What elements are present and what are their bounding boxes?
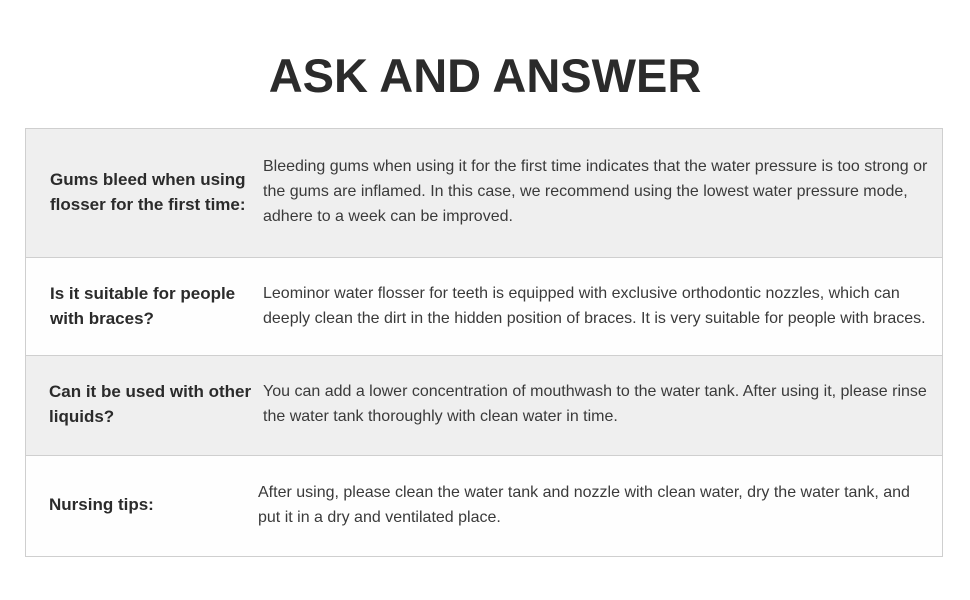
- faq-question: Nursing tips:: [49, 495, 154, 514]
- page-title: ASK AND ANSWER: [268, 49, 702, 102]
- faq-question: Is it suitable for people with braces?: [50, 284, 236, 328]
- faq-answer: After using, please clean the water tank and nozzle with clean water, dry the water tank, and put it in a dry and ventilated place.: [258, 484, 910, 526]
- faq-question: Gums bleed when using flosser for the first time:: [50, 170, 246, 214]
- faq-answer: Bleeding gums when using it for the first time indicates that the water pressure is too strong or the gums are inflamed. In this case, we recommend using the lowest water pressure mode, adhere to a week can be improved.: [263, 158, 928, 225]
- faq-row: [26, 129, 942, 257]
- faq-row: [26, 355, 942, 455]
- faq-row: [26, 257, 942, 355]
- faq-question: Can it be used with other liquids?: [49, 382, 252, 426]
- faq-answer: You can add a lower concentration of mouthwash to the water tank. After using it, please rinse the water tank thoroughly with clean water in time.: [263, 383, 927, 425]
- faq-table: [25, 128, 943, 557]
- faq-answer: Leominor water flosser for teeth is equipped with exclusive orthodontic nozzles, which can deeply clean the dirt in the hidden position of braces. It is very suitable for people with braces.: [263, 285, 926, 327]
- faq-row: [26, 455, 942, 556]
